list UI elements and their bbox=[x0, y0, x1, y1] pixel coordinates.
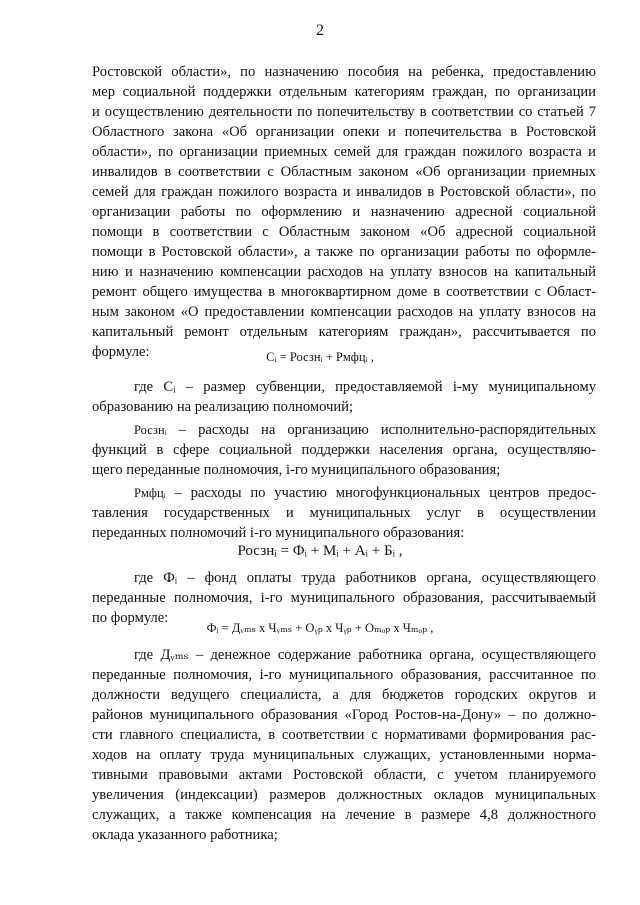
text-line: Областного закона «Об организации опеки и попечительства в Ростовской bbox=[92, 124, 596, 140]
text-line: и осуществлению деятельности по попечительству в соответствии со статьей 7 bbox=[92, 104, 596, 120]
definition-d-line: где Дᵥₘₛ – денежное содержание работника органа, осуществляющего bbox=[134, 647, 596, 663]
text-line: Ростовской области», по назначению пособия на ребенка, предоставлению bbox=[92, 64, 596, 80]
definition-d-line: должности ведущего специалиста, а для бюджетов городских округов и bbox=[92, 687, 596, 703]
definition-d-line: увеличения (индексации) размеров должностных окладов муниципальных bbox=[92, 787, 596, 803]
page-number: 2 bbox=[316, 22, 324, 39]
definition-rosz-line: щего переданные полномочия, i-го муниципального образования; bbox=[92, 462, 501, 478]
definition-f-line: переданные полномочия, i-го муниципального образования, рассчитываемый bbox=[92, 590, 596, 606]
definition-d-line: районов муниципального образования «Город Ростов-на-Дону» – по должно- bbox=[92, 707, 596, 723]
definition-d-line: сти главного специалиста, в соответствии с нормативами формирования рас- bbox=[92, 727, 596, 743]
definition-d-line: служащих, а также компенсация на лечение в размере 4,8 должностного bbox=[92, 807, 596, 823]
definition-rmfc-line: тавления государственных и муниципальных услуг в осуществлении bbox=[92, 505, 596, 521]
formula-payroll: Фᵢ = Дᵥₘₛ х Чᵥₘₛ + Оᵧₚ х Чᵧₚ + Оₘₒₚ х Чₘₒₚ , bbox=[206, 621, 434, 635]
definition-rmfc-line: переданных полномочий i-го муниципального образования: bbox=[92, 525, 465, 541]
text-line: организации работы по оформлению и назначению адресной социальной bbox=[92, 204, 596, 220]
definition-rmfc-line: Рмфцᵢ – расходы по участию многофункциональных центров предос- bbox=[134, 485, 596, 501]
symbol-rosz: Росзнᵢ bbox=[134, 423, 167, 437]
text-line: помощи в Ростовской области», а также по организации работы по оформле- bbox=[92, 244, 596, 260]
definition-d-line: оклада указанного работника; bbox=[92, 827, 278, 843]
text-line: мер социальной поддержки отдельным категориям граждан, по организации bbox=[92, 84, 596, 100]
text-line: ным законом «О предоставлении компенсации расходов на уплату взносов на bbox=[92, 304, 596, 320]
text-line: формуле: bbox=[92, 344, 150, 360]
text-line: помощи в соответствии с Областным законом «Об адресной социальной bbox=[92, 224, 596, 240]
definition-rosz-line: функций в сфере социальной поддержки населения органа, осуществляю- bbox=[92, 442, 596, 458]
text-line: области», по организации приемных семей для граждан пожилого возраста и bbox=[92, 144, 596, 160]
definition-d-line: переданные полномочия, i-го муниципального образования, рассчитанное по bbox=[92, 667, 596, 683]
symbol-rmfc: Рмфцᵢ bbox=[134, 486, 166, 500]
formula-rosz: Росзнᵢ = Фᵢ + Мᵢ + Аᵢ + Бᵢ , bbox=[237, 543, 403, 559]
definition-f-line: где Фᵢ – фонд оплаты труда работников органа, осуществляющего bbox=[134, 570, 596, 586]
definition-f-line: по формуле: bbox=[92, 610, 169, 626]
definition-c-line: образованию на реализацию полномочий; bbox=[92, 399, 354, 415]
definition-d-line: тивными правовыми актами Ростовской области, с учетом планируемого bbox=[92, 767, 596, 783]
text-line: инвалидов в соответствии с Областным законом «Об организации приемных bbox=[92, 164, 596, 180]
text-line: семей для граждан пожилого возраста и инвалидов в Ростовской области», по bbox=[92, 184, 596, 200]
definition-c-line: где Сᵢ – размер субвенции, предоставляемой i-му муниципальному bbox=[134, 379, 596, 395]
definition-d-line: ходов на оплату труда муниципальных служащих, установленными норма- bbox=[92, 747, 596, 763]
text-line: капитальный ремонт отдельным категориям граждан», рассчитывается по bbox=[92, 324, 596, 340]
text-line: ремонт общего имущества в многоквартирном доме в соответствии с Област- bbox=[92, 284, 596, 300]
text-line: нию и назначению компенсации расходов на уплату взносов на капитальный bbox=[92, 264, 596, 280]
formula-subvention: Сᵢ = Росзнᵢ + Рмфцᵢ , bbox=[266, 350, 374, 364]
definition-rosz-line: Росзнᵢ – расходы на организацию исполнительно-распорядительных bbox=[134, 422, 596, 438]
